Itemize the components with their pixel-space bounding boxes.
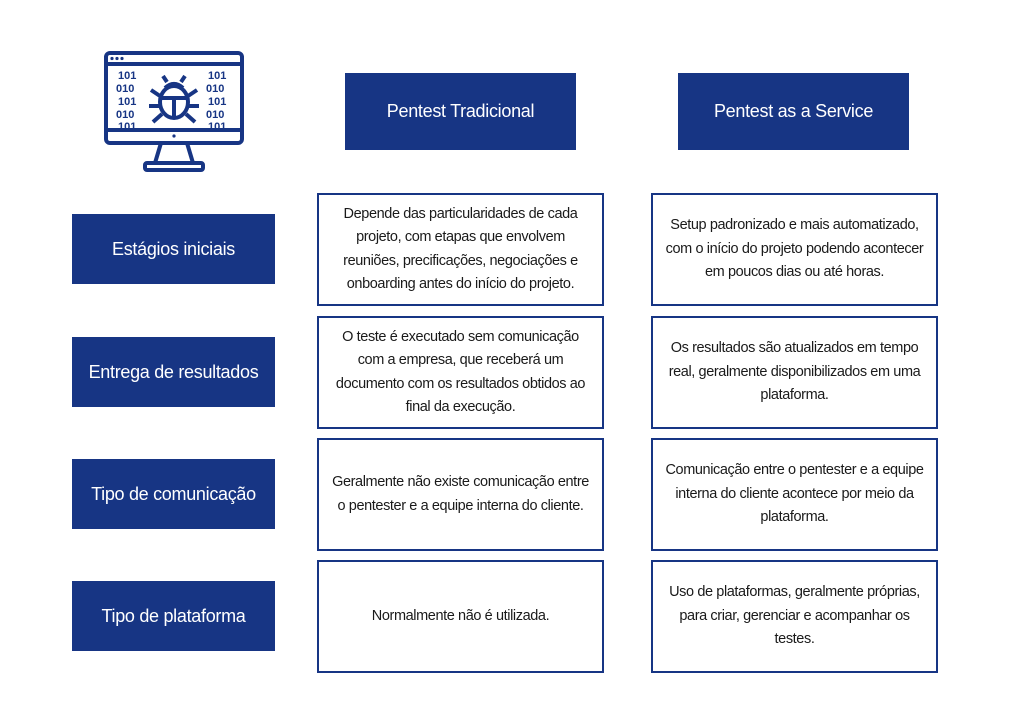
svg-text:010: 010 xyxy=(116,109,135,121)
cell-traditional-comunicacao: Geralmente não existe comunicação entre o pentester e a equipe interna do cliente. xyxy=(317,438,604,551)
cell-service-plataforma: Uso de plataformas, geralmente próprias, para criar, gerenciar e acompanhar os testes. xyxy=(651,560,938,673)
svg-text:010: 010 xyxy=(116,83,135,95)
row-label-tipo-comunicacao: Tipo de comunicação xyxy=(72,459,275,529)
row-label-entrega-resultados: Entrega de resultados xyxy=(72,337,275,407)
row-label-tipo-plataforma: Tipo de plataforma xyxy=(72,581,275,651)
svg-text:101: 101 xyxy=(208,96,227,108)
cell-service-entrega: Os resultados são atualizados em tempo real, geralmente disponibilizados em uma plataforma. xyxy=(651,316,938,429)
cell-traditional-plataforma: Normalmente não é utilizada. xyxy=(317,560,604,673)
row-label-estagios-iniciais: Estágios iniciais xyxy=(72,214,275,284)
header-pentest-tradicional: Pentest Tradicional xyxy=(345,73,576,150)
svg-text:010: 010 xyxy=(206,109,225,121)
svg-text:101: 101 xyxy=(118,70,137,82)
cell-service-comunicacao: Comunicação entre o pentester e a equipe interna do cliente acontece por meio da plataforma. xyxy=(651,438,938,551)
monitor-bug-icon xyxy=(103,50,245,174)
header-pentest-as-a-service: Pentest as a Service xyxy=(678,73,909,150)
svg-text:101: 101 xyxy=(208,70,227,82)
cell-traditional-estagios: Depende das particularidades de cada projeto, com etapas que envolvem reuniões, precificações, negociações e onboarding antes do início do projeto. xyxy=(317,193,604,306)
cell-service-estagios: Setup padronizado e mais automatizado, com o início do projeto podendo acontecer em poucos dias ou até horas. xyxy=(651,193,938,306)
cell-traditional-entrega: O teste é executado sem comunicação com a empresa, que receberá um documento com os resultados obtidos ao final da execução. xyxy=(317,316,604,429)
svg-text:101: 101 xyxy=(118,96,137,108)
svg-text:101: 101 xyxy=(208,121,227,133)
svg-text:101: 101 xyxy=(118,121,137,133)
svg-text:010: 010 xyxy=(206,83,225,95)
